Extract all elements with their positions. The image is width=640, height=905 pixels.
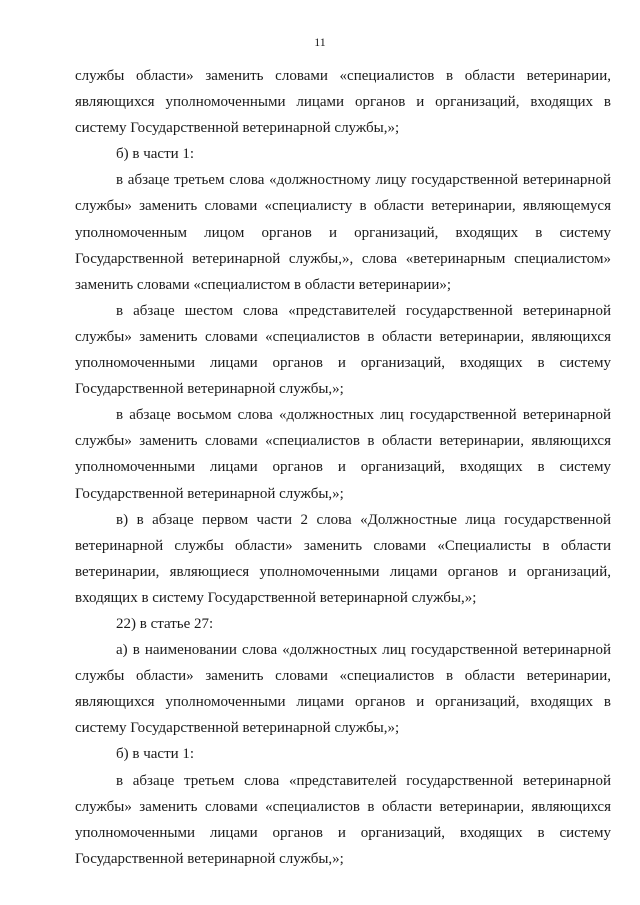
document-body [75, 63, 611, 872]
paragraph-item-22-article-27: 22) в статье 27: [116, 615, 214, 632]
paragraph-abzac-third-second: в абзаце третьем слова «представителей государственной ветеринарной службы» заменить словами «специалистов в области ветеринарии, являющихся уполномоченными лицами органов и организаций, входящих в систему Государственной ветеринарной службы,»; [75, 772, 611, 867]
paragraph-item-b-part-1-second: б) в части 1: [116, 746, 195, 763]
paragraph-item-a-title: а) в наименовании слова «должностных лиц государственной ветеринарной службы области» заменить словами «специалистов в области ветеринарии, являющихся уполномоченными лицами органов и организаций, входящих в систему Государственной ветеринарной службы,»; [75, 642, 611, 737]
page-number: 11 [314, 35, 326, 49]
paragraph-abzac-eighth: в абзаце восьмом слова «должностных лиц государственной ветеринарной службы» заменить словами «специалистов в области ветеринарии, являющихся уполномоченными лицами органов и организаций, входящих в систему Государственной ветеринарной службы,»; [75, 407, 611, 502]
paragraph-item-b-part-1: б) в части 1: [116, 146, 195, 163]
paragraph-abzac-third: в абзаце третьем слова «должностному лицу государственной ветеринарной службы» заменить словами «специалисту в области ветеринарии, являющемуся уполномоченным лицом органов и организаций, входящих в систему Государственной ветеринарной службы,», слова «ветеринарным специалистом» заменить словами «специалистом в области ветеринарии»; [75, 172, 611, 293]
paragraph-continuation: службы области» заменить словами «специалистов в области ветеринарии, являющихся уполномоченными лицами органов и организаций, входящих в систему Государственной ветеринарной службы,»; [75, 68, 611, 137]
paragraph-item-v-part-2: в) в абзаце первом части 2 слова «Должностные лица государственной ветеринарной службы области» заменить словами «Специалисты в области ветеринарии, являющиеся уполномоченными лицами органов и организаций, входящих в систему Государственной ветеринарной службы,»; [75, 511, 611, 606]
paragraph-abzac-sixth: в абзаце шестом слова «представителей государственной ветеринарной службы» заменить словами «специалистов в области ветеринарии, являющихся уполномоченными лицами органов и организаций, входящих в систему Государственной ветеринарной службы,»; [75, 302, 611, 398]
